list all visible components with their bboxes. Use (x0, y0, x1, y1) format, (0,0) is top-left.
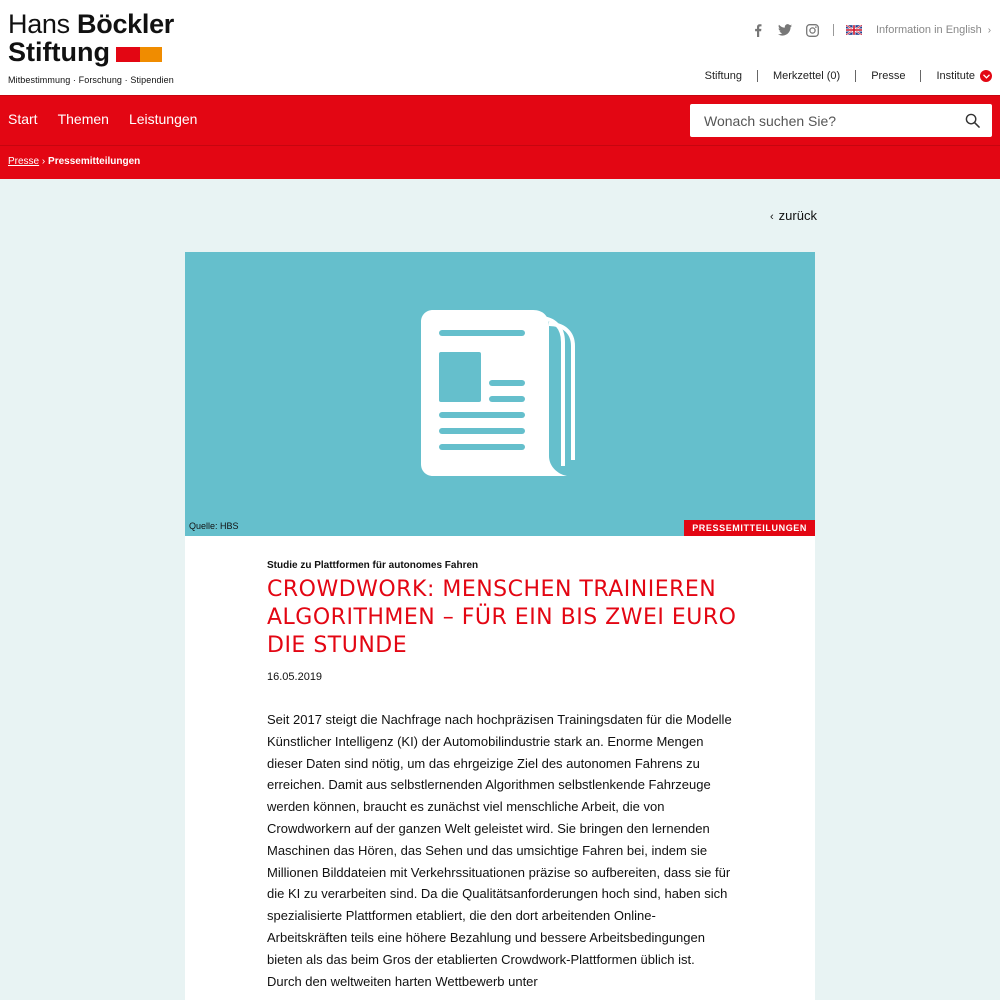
search-input[interactable] (704, 104, 954, 137)
image-source: Quelle: HBS (189, 521, 239, 531)
main-navigation-bar (0, 95, 1000, 145)
english-link[interactable] (876, 24, 991, 36)
facebook-icon[interactable] (750, 22, 766, 38)
chevron-right-icon: › (987, 25, 992, 36)
meta-navigation (705, 70, 992, 82)
nav-themen[interactable]: Themen (57, 111, 109, 127)
article-date: 16.05.2019 (267, 671, 323, 683)
logo-name-bold: Böckler (77, 9, 174, 39)
hero-image (185, 252, 815, 536)
chevron-left-icon: ‹ (770, 211, 774, 223)
nav-start[interactable]: Start (8, 111, 38, 127)
breadcrumb-separator: › (41, 156, 46, 167)
logo-stiftung: Stiftung (8, 37, 110, 67)
breadcrumb-presse[interactable]: Presse (8, 156, 40, 167)
article-headline: CROWDWORK: MENSCHEN TRAINIEREN ALGORITHMEN – FÜR EIN BIS ZWEI EURO DIE STUNDE (267, 577, 737, 658)
article-kicker: Studie zu Plattformen für autonomes Fahren (267, 560, 479, 571)
back-link[interactable] (770, 208, 817, 223)
logo-red-bar (116, 47, 140, 62)
logo-line1 (8, 10, 174, 38)
search-box (690, 104, 992, 137)
site-header (0, 0, 1000, 95)
article (185, 252, 815, 1000)
metanav-institute-label: Institute (936, 70, 975, 82)
chevron-down-icon (980, 70, 992, 82)
uk-flag-icon (846, 25, 862, 35)
twitter-icon[interactable] (777, 22, 793, 38)
divider (833, 24, 834, 36)
metanav-merkzettel[interactable]: Merkzettel (0) (758, 70, 856, 82)
search-icon[interactable] (965, 113, 980, 128)
logo-name-light: Hans (8, 9, 70, 39)
breadcrumb (8, 156, 140, 167)
metanav-presse[interactable]: Presse (856, 70, 921, 82)
category-badge[interactable]: PRESSEMITTEILUNGEN (684, 520, 815, 536)
logo-tagline: Mitbestimmung · Forschung · Stipendien (8, 75, 174, 85)
metanav-stiftung[interactable]: Stiftung (705, 70, 758, 82)
nav-leistungen[interactable]: Leistungen (128, 111, 198, 127)
english-link-label: Information in English (876, 24, 982, 36)
metanav-institute[interactable] (921, 70, 992, 82)
logo-line2 (8, 38, 174, 66)
social-links (750, 22, 991, 38)
breadcrumb-bar (0, 145, 1000, 179)
back-link-label: zurück (778, 208, 817, 223)
breadcrumb-current: Pressemitteilungen (48, 156, 141, 167)
main-navigation (8, 111, 217, 127)
logo-orange-bar (140, 47, 162, 62)
article-body: Seit 2017 steigt die Nachfrage nach hochpräzisen Trainingsdaten für die Modelle Künstlicher Intelligenz (KI) der Automobilindustrie stark an. Enorme Mengen dieser Daten sind nötig, um das ehrgeizige Ziel des autonomen Fahrens zu erreichen. Damit aus selbstlernenden Algorithmen selbstlenkende Fahrzeuge werden können, braucht es zunächst viel menschliche Arbeit, die von Crowdworkern auf der ganzen Welt geleistet wird. Sie bringen den lernenden Maschinen das Hören, das Sehen und das umsichtige Fahren bei, indem sie Millionen Bilddateien mit Verkehrssituationen präzise so aufbereiten, dass sie für die KI zu verarbeiten sind. Da die Qualitätsanforderungen hoch sind, haben sich spezialisierte Plattformen etabliert, die den dort arbeitenden Online-Arbeitskräften teils eine höhere Bezahlung und bessere Arbeitsbedingungen bieten als das beim Gros der etablierten Crowdwork-Plattformen üblich ist. Durch den weltweiten harten Wettbewerb unter (267, 712, 732, 989)
logo[interactable] (8, 10, 174, 85)
logo-color-bars (116, 47, 162, 62)
instagram-icon[interactable] (804, 22, 820, 38)
newspaper-icon (421, 310, 581, 482)
